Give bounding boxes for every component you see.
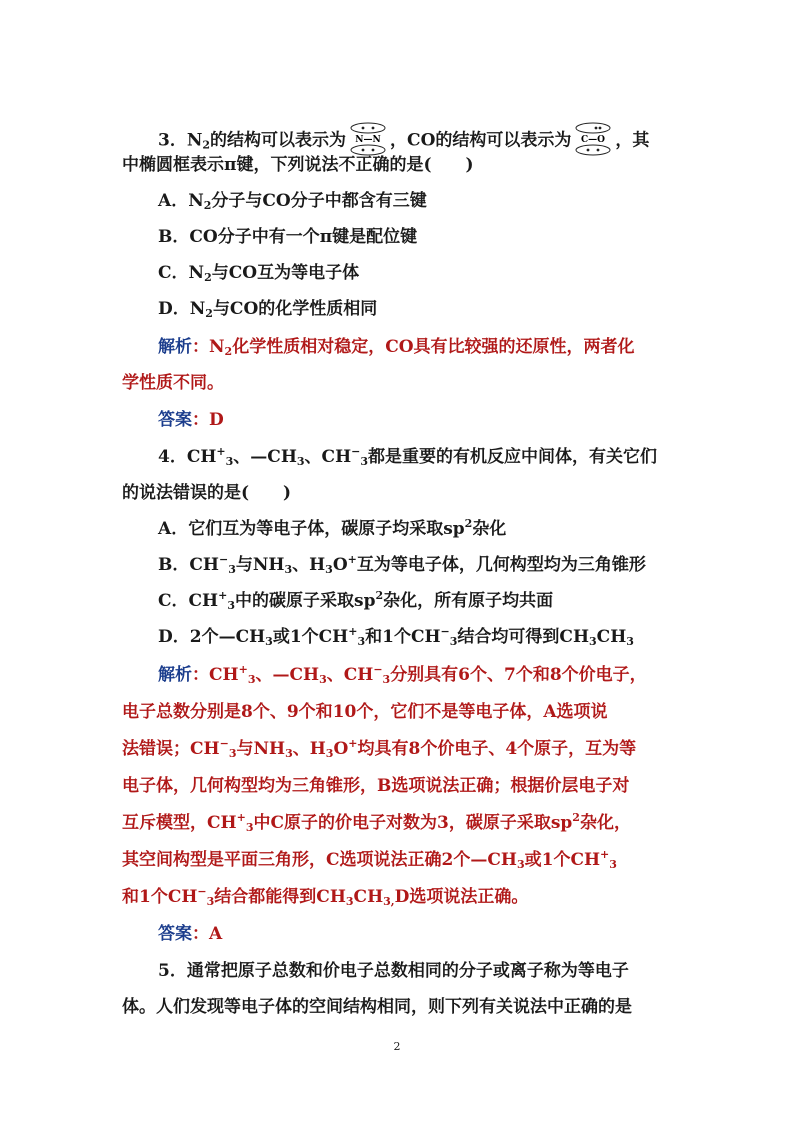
q3-answer: 答案：D [158, 410, 224, 430]
q4-option-b: B．$CH^-_3$与$NH_3$、$H_3O^+$互为等电子体，几何构型均为三角锥形 [158, 553, 646, 576]
q5-stem-line-2: 体。人们发现等电子体的空间结构相同，则下列有关说法中正确的是 [122, 997, 632, 1017]
q4-analysis-line-4: 电子体，几何构型均为三角锥形，B选项说法正确；根据价层电子对 [122, 776, 630, 796]
q3-number: 3． [158, 130, 187, 151]
co-structure-diagram [572, 122, 614, 160]
q3-stem-line-1: 3．$N_2$的结构可以表示为 N—N ，CO的结构可以表示为 C—O ，其 [158, 122, 649, 160]
q3-analysis-line-2: 学性质不同。 [122, 373, 224, 393]
q4-option-c: C．$CH^+_3$中的碳原子采取$sp^2$杂化，所有原子均共面 [158, 589, 554, 612]
q4-stem-line-1: 4．$CH^+_3$、$—CH_3$、$CH^-_3$都是重要的有机反应中间体，有关它们 [158, 445, 658, 468]
q4-analysis-line-6: 其空间构型是平面三角形，C选项说法正确2个$—CH_3$或1个$CH^+_3$ [122, 848, 617, 871]
co-formula: C—O [581, 135, 606, 145]
q4-analysis-line-3: 法错误；$CH^-_3$与$NH_3$、$H_3O^+$均具有8个价电子、4个原子，互为等 [122, 737, 637, 760]
q3-answer-label: 答案 [158, 410, 192, 430]
q3-option-d: D．$N_2$与CO的化学性质相同 [158, 299, 378, 320]
q4-stem-line-2: 的说法错误的是( ) [122, 483, 292, 503]
q3-option-a: A．$N_2$分子与CO分子中都含有三键 [158, 191, 427, 212]
q4-analysis-label: 解析 [158, 665, 192, 685]
q4-analysis-line-1: 解析：$CH^+_3$、$—CH_3$、$CH^-_3$分别具有6个、7个和8个价电子， [158, 663, 647, 686]
q3-option-c: C．$N_2$与CO互为等电子体 [158, 263, 360, 284]
q3-analysis-label: 解析 [158, 337, 192, 357]
q4-option-d: D．2个$—CH_3$或1个$CH^+_3$和1个$CH^-_3$结合均可得到$CH_3CH_3$ [158, 625, 634, 648]
q4-analysis-line-5: 互斥模型，$CH^+_3$中C原子的价电子对数为3，碳原子采取$sp^2$杂化， [122, 811, 631, 834]
q4-answer: 答案：A [158, 924, 223, 944]
q3-analysis-line-1: 解析：$N_2$化学性质相对稳定，CO具有比较强的还原性，两者化 [158, 337, 635, 358]
q5-stem-line-1: 5．通常把原子总数和价电子总数相同的分子或离子称为等电子 [158, 961, 629, 981]
q4-answer-label: 答案 [158, 924, 192, 944]
q3-option-b: B．CO分子中有一个π键是配位键 [158, 227, 418, 247]
q3-stem-line-2: 中椭圆框表示π键，下列说法不正确的是( ) [122, 155, 474, 175]
page-number: 2 [393, 1040, 401, 1053]
q4-analysis-line-7: 和1个$CH^-_3$结合都能得到$CH_3CH_{3,}D$选项说法正确。 [122, 885, 529, 908]
q4-option-a: A．它们互为等电子体，碳原子均采取$sp^2$杂化 [158, 517, 507, 539]
n2-formula: N—N [355, 135, 381, 145]
q4-analysis-line-2: 电子总数分别是8个、9个和10个，它们不是等电子体，A选项说 [122, 702, 608, 722]
